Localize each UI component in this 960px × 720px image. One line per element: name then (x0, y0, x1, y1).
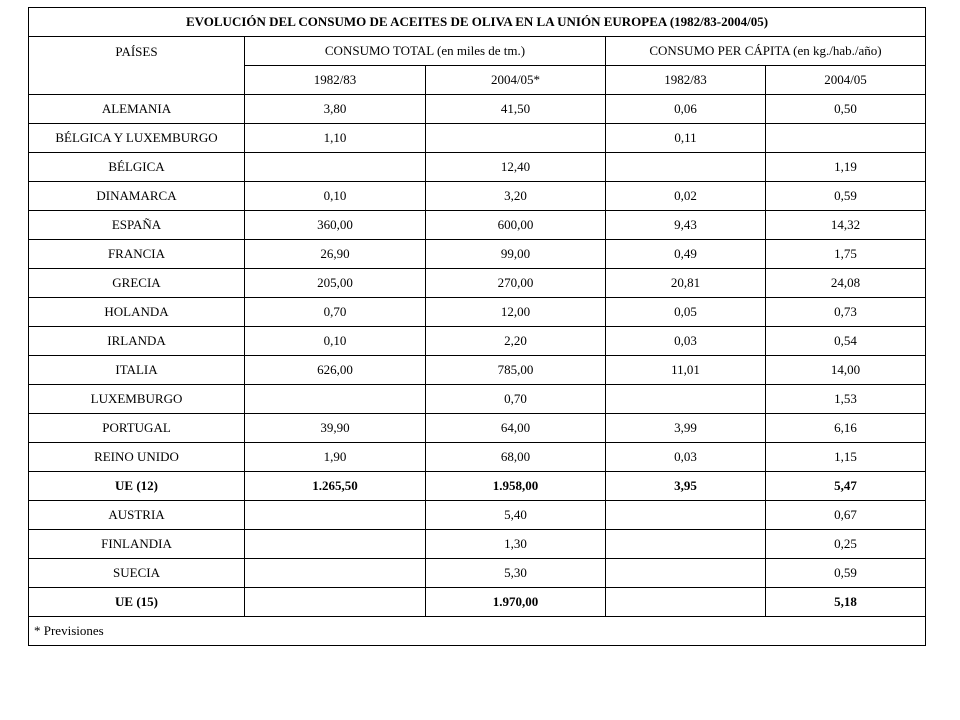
table-row (29, 240, 926, 269)
per-capita-2004-05-cell: 5,47 (766, 472, 926, 501)
per-capita-2004-05-cell: 6,16 (766, 414, 926, 443)
header-countries: PAÍSES (29, 37, 245, 95)
total-1982-83-cell (245, 559, 426, 588)
total-2004-05-cell: 1.970,00 (426, 588, 606, 617)
total-1982-83-cell (245, 530, 426, 559)
country-cell: ALEMANIA (29, 95, 245, 124)
country-cell: PORTUGAL (29, 414, 245, 443)
total-1982-83-cell (245, 385, 426, 414)
footnote-row (29, 617, 926, 646)
per-capita-2004-05-cell: 0,67 (766, 501, 926, 530)
per-capita-1982-83-cell: 0,03 (606, 327, 766, 356)
country-cell: DINAMARCA (29, 182, 245, 211)
header-total-consumption: CONSUMO TOTAL (en miles de tm.) (245, 37, 606, 66)
per-capita-2004-05-cell: 0,59 (766, 182, 926, 211)
country-cell: UE (12) (29, 472, 245, 501)
total-1982-83-cell: 1,90 (245, 443, 426, 472)
total-2004-05-cell: 64,00 (426, 414, 606, 443)
table-row (29, 414, 926, 443)
footnote: * Previsiones (29, 617, 926, 646)
table-row (29, 182, 926, 211)
table-row (29, 153, 926, 182)
per-capita-2004-05-cell: 1,53 (766, 385, 926, 414)
total-1982-83-cell: 0,10 (245, 327, 426, 356)
header-year-pc-2004: 2004/05 (766, 66, 926, 95)
table-row (29, 588, 926, 617)
table-row (29, 211, 926, 240)
per-capita-1982-83-cell: 0,03 (606, 443, 766, 472)
per-capita-1982-83-cell (606, 588, 766, 617)
per-capita-1982-83-cell (606, 559, 766, 588)
total-2004-05-cell: 785,00 (426, 356, 606, 385)
table-row (29, 472, 926, 501)
per-capita-2004-05-cell: 0,54 (766, 327, 926, 356)
country-cell: REINO UNIDO (29, 443, 245, 472)
country-cell: GRECIA (29, 269, 245, 298)
total-1982-83-cell: 0,10 (245, 182, 426, 211)
olive-oil-consumption-table (28, 7, 926, 646)
total-2004-05-cell: 41,50 (426, 95, 606, 124)
total-2004-05-cell: 5,30 (426, 559, 606, 588)
table-row (29, 298, 926, 327)
per-capita-1982-83-cell: 9,43 (606, 211, 766, 240)
country-cell: AUSTRIA (29, 501, 245, 530)
header-year-total-2004: 2004/05* (426, 66, 606, 95)
total-2004-05-cell: 1.958,00 (426, 472, 606, 501)
total-1982-83-cell (245, 153, 426, 182)
country-cell: UE (15) (29, 588, 245, 617)
header-per-capita-consumption: CONSUMO PER CÁPITA (en kg./hab./año) (606, 37, 926, 66)
table-row (29, 501, 926, 530)
per-capita-1982-83-cell: 20,81 (606, 269, 766, 298)
total-2004-05-cell: 2,20 (426, 327, 606, 356)
total-1982-83-cell (245, 588, 426, 617)
total-1982-83-cell: 1.265,50 (245, 472, 426, 501)
total-2004-05-cell: 270,00 (426, 269, 606, 298)
table-row (29, 124, 926, 153)
total-2004-05-cell: 12,40 (426, 153, 606, 182)
per-capita-2004-05-cell: 1,75 (766, 240, 926, 269)
header-year-total-1982: 1982/83 (245, 66, 426, 95)
country-cell: FINLANDIA (29, 530, 245, 559)
per-capita-1982-83-cell: 0,11 (606, 124, 766, 153)
total-1982-83-cell: 0,70 (245, 298, 426, 327)
table-row (29, 559, 926, 588)
country-cell: LUXEMBURGO (29, 385, 245, 414)
total-1982-83-cell: 626,00 (245, 356, 426, 385)
per-capita-1982-83-cell (606, 385, 766, 414)
table-row (29, 530, 926, 559)
per-capita-1982-83-cell (606, 501, 766, 530)
per-capita-2004-05-cell: 0,73 (766, 298, 926, 327)
per-capita-2004-05-cell: 14,00 (766, 356, 926, 385)
table-row (29, 269, 926, 298)
total-1982-83-cell: 205,00 (245, 269, 426, 298)
total-2004-05-cell: 0,70 (426, 385, 606, 414)
header-year-pc-1982: 1982/83 (606, 66, 766, 95)
total-1982-83-cell: 3,80 (245, 95, 426, 124)
total-2004-05-cell: 68,00 (426, 443, 606, 472)
per-capita-1982-83-cell: 0,05 (606, 298, 766, 327)
total-2004-05-cell: 600,00 (426, 211, 606, 240)
title-row (29, 8, 926, 37)
table-row (29, 356, 926, 385)
total-1982-83-cell (245, 501, 426, 530)
table-row (29, 327, 926, 356)
country-cell: IRLANDA (29, 327, 245, 356)
per-capita-1982-83-cell: 0,02 (606, 182, 766, 211)
total-1982-83-cell: 26,90 (245, 240, 426, 269)
country-cell: SUECIA (29, 559, 245, 588)
table-title: EVOLUCIÓN DEL CONSUMO DE ACEITES DE OLIVA EN LA UNIÓN EUROPEA (1982/83-2004/05) (29, 8, 926, 37)
total-2004-05-cell: 12,00 (426, 298, 606, 327)
total-1982-83-cell: 39,90 (245, 414, 426, 443)
per-capita-2004-05-cell: 0,50 (766, 95, 926, 124)
country-cell: ESPAÑA (29, 211, 245, 240)
per-capita-2004-05-cell: 0,59 (766, 559, 926, 588)
per-capita-2004-05-cell: 24,08 (766, 269, 926, 298)
per-capita-2004-05-cell: 14,32 (766, 211, 926, 240)
table-row (29, 95, 926, 124)
per-capita-1982-83-cell (606, 530, 766, 559)
per-capita-2004-05-cell: 1,15 (766, 443, 926, 472)
country-cell: BÉLGICA (29, 153, 245, 182)
per-capita-1982-83-cell: 3,99 (606, 414, 766, 443)
country-cell: HOLANDA (29, 298, 245, 327)
per-capita-1982-83-cell (606, 153, 766, 182)
per-capita-2004-05-cell: 1,19 (766, 153, 926, 182)
total-1982-83-cell: 360,00 (245, 211, 426, 240)
country-cell: FRANCIA (29, 240, 245, 269)
header-row (29, 37, 926, 66)
table-row (29, 385, 926, 414)
total-2004-05-cell (426, 124, 606, 153)
per-capita-1982-83-cell: 3,95 (606, 472, 766, 501)
country-cell: BÉLGICA Y LUXEMBURGO (29, 124, 245, 153)
per-capita-2004-05-cell (766, 124, 926, 153)
total-2004-05-cell: 99,00 (426, 240, 606, 269)
country-cell: ITALIA (29, 356, 245, 385)
per-capita-1982-83-cell: 0,49 (606, 240, 766, 269)
table-row (29, 443, 926, 472)
total-1982-83-cell: 1,10 (245, 124, 426, 153)
per-capita-1982-83-cell: 0,06 (606, 95, 766, 124)
per-capita-2004-05-cell: 0,25 (766, 530, 926, 559)
per-capita-1982-83-cell: 11,01 (606, 356, 766, 385)
total-2004-05-cell: 3,20 (426, 182, 606, 211)
total-2004-05-cell: 1,30 (426, 530, 606, 559)
per-capita-2004-05-cell: 5,18 (766, 588, 926, 617)
total-2004-05-cell: 5,40 (426, 501, 606, 530)
